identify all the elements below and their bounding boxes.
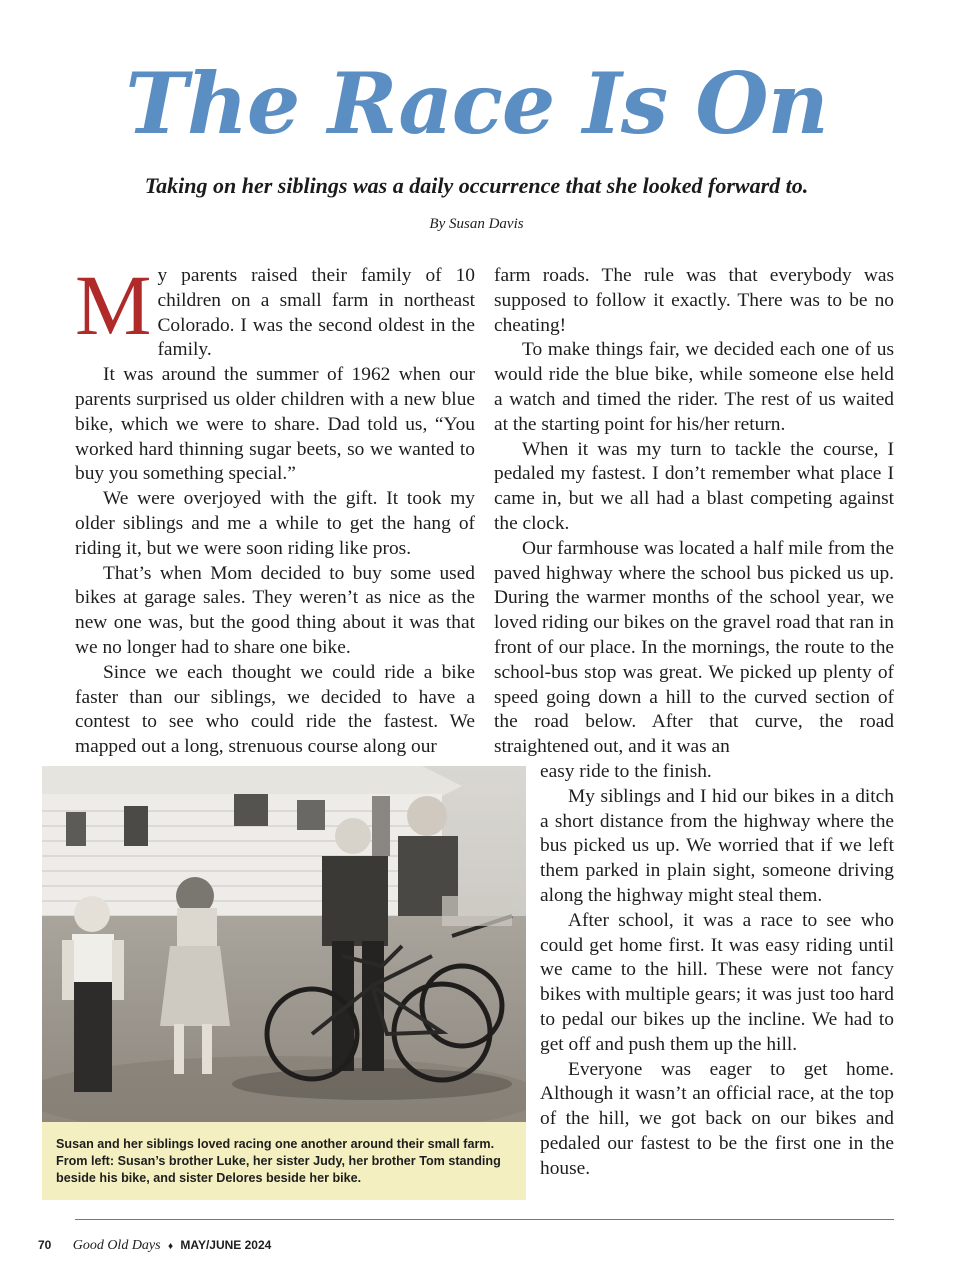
page-number: 70 <box>38 1238 52 1252</box>
paragraph: Since we each thought we could ride a bike faster than our siblings, we decided to have a contest to see who could ride the fastest. We mapped out a long, strenuous course along our <box>75 661 475 758</box>
right-column-bottom <box>540 760 894 1182</box>
magazine-name: Good Old Days <box>72 1238 161 1253</box>
issue-date: MAY/JUNE 2024 <box>180 1238 272 1252</box>
opening-paragraph <box>75 257 475 363</box>
paragraph: Everyone was eager to get home. Although it wasn’t an official race, at the top of the hill, we got back on our bikes and pedaled our fastest to be the first one in the house. <box>540 1058 894 1179</box>
drop-cap: M <box>75 257 152 353</box>
paragraph: It was around the summer of 1962 when our parents surprised us older children with a new blue bike, which we were to share. Dad told us, “You worked hard thinning sugar beets, so we wanted to buy you something special.” <box>75 364 475 485</box>
paragraph: When it was my turn to tackle the course, I pedaled my fastest. I don’t remember what place I came in, but we all had a blast competing against the clock. <box>494 438 894 534</box>
paragraph-continuation: farm roads. The rule was that everybody was supposed to follow it exactly. There was to be no cheating! <box>494 265 894 336</box>
paragraph: Our farmhouse was located a half mile from the paved highway where the school bus picked us up. During the warmer months of the school year, we loved riding our bikes on the gravel road that ran in front of our place. In the mornings, the route to the school-bus stop was great. We picked up plenty of speed going down a hill to the curved section of the road below. After that curve, the road straightened out, and it was an <box>494 537 894 758</box>
family-photo-image <box>42 766 526 1122</box>
diamond-icon: ♦ <box>167 1241 174 1252</box>
article-title: The Race Is On <box>125 54 828 153</box>
paragraph: We were overjoyed with the gift. It took my older siblings and me a while to get the hang of riding it, but we were soon riding like pros. <box>75 488 475 559</box>
article-subtitle: Taking on her siblings was a daily occurrence that she looked forward to. <box>144 173 809 198</box>
family-photo <box>42 766 526 1122</box>
right-column-top <box>494 264 894 760</box>
byline: By Susan Davis <box>429 216 524 232</box>
paragraph: After school, it was a race to see who could get home first. It was easy riding until we came to the hill. These were not fancy bikes with multiple gears; it was just too hard to pedal our bikes up the incline. We had to get off and push them up the hill. <box>540 909 894 1055</box>
left-column <box>75 257 475 760</box>
paragraph: That’s when Mom decided to buy some used bikes at garage sales. They weren’t as nice as the new one was, but the good thing about it was that we no longer had to share one bike. <box>75 562 475 658</box>
paragraph: My siblings and I hid our bikes in a ditch a short distance from the highway where the bus picked us up. We worried that if we left them parked in plain sight, someone driving along the highway might steal them. <box>540 785 894 906</box>
photo-caption: Susan and her siblings loved racing one another around their small farm. From left: Susan’s brother Luke, her sister Judy, her brother Tom standing beside his bike, and sister Delores beside her bike. <box>42 1122 526 1200</box>
page-footer <box>38 1238 271 1254</box>
paragraph-continuation: easy ride to the finish. <box>540 761 712 782</box>
footer-rule <box>75 1219 894 1220</box>
paragraph: To make things fair, we decided each one of us would ride the blue bike, while someone else held a watch and timed the rider. The rest of us waited at the starting point for his/her return. <box>494 339 894 435</box>
opening-text: y parents raised their family of 10 children on a small farm in northeast Colorado. I was the second oldest in the family. <box>157 265 475 361</box>
